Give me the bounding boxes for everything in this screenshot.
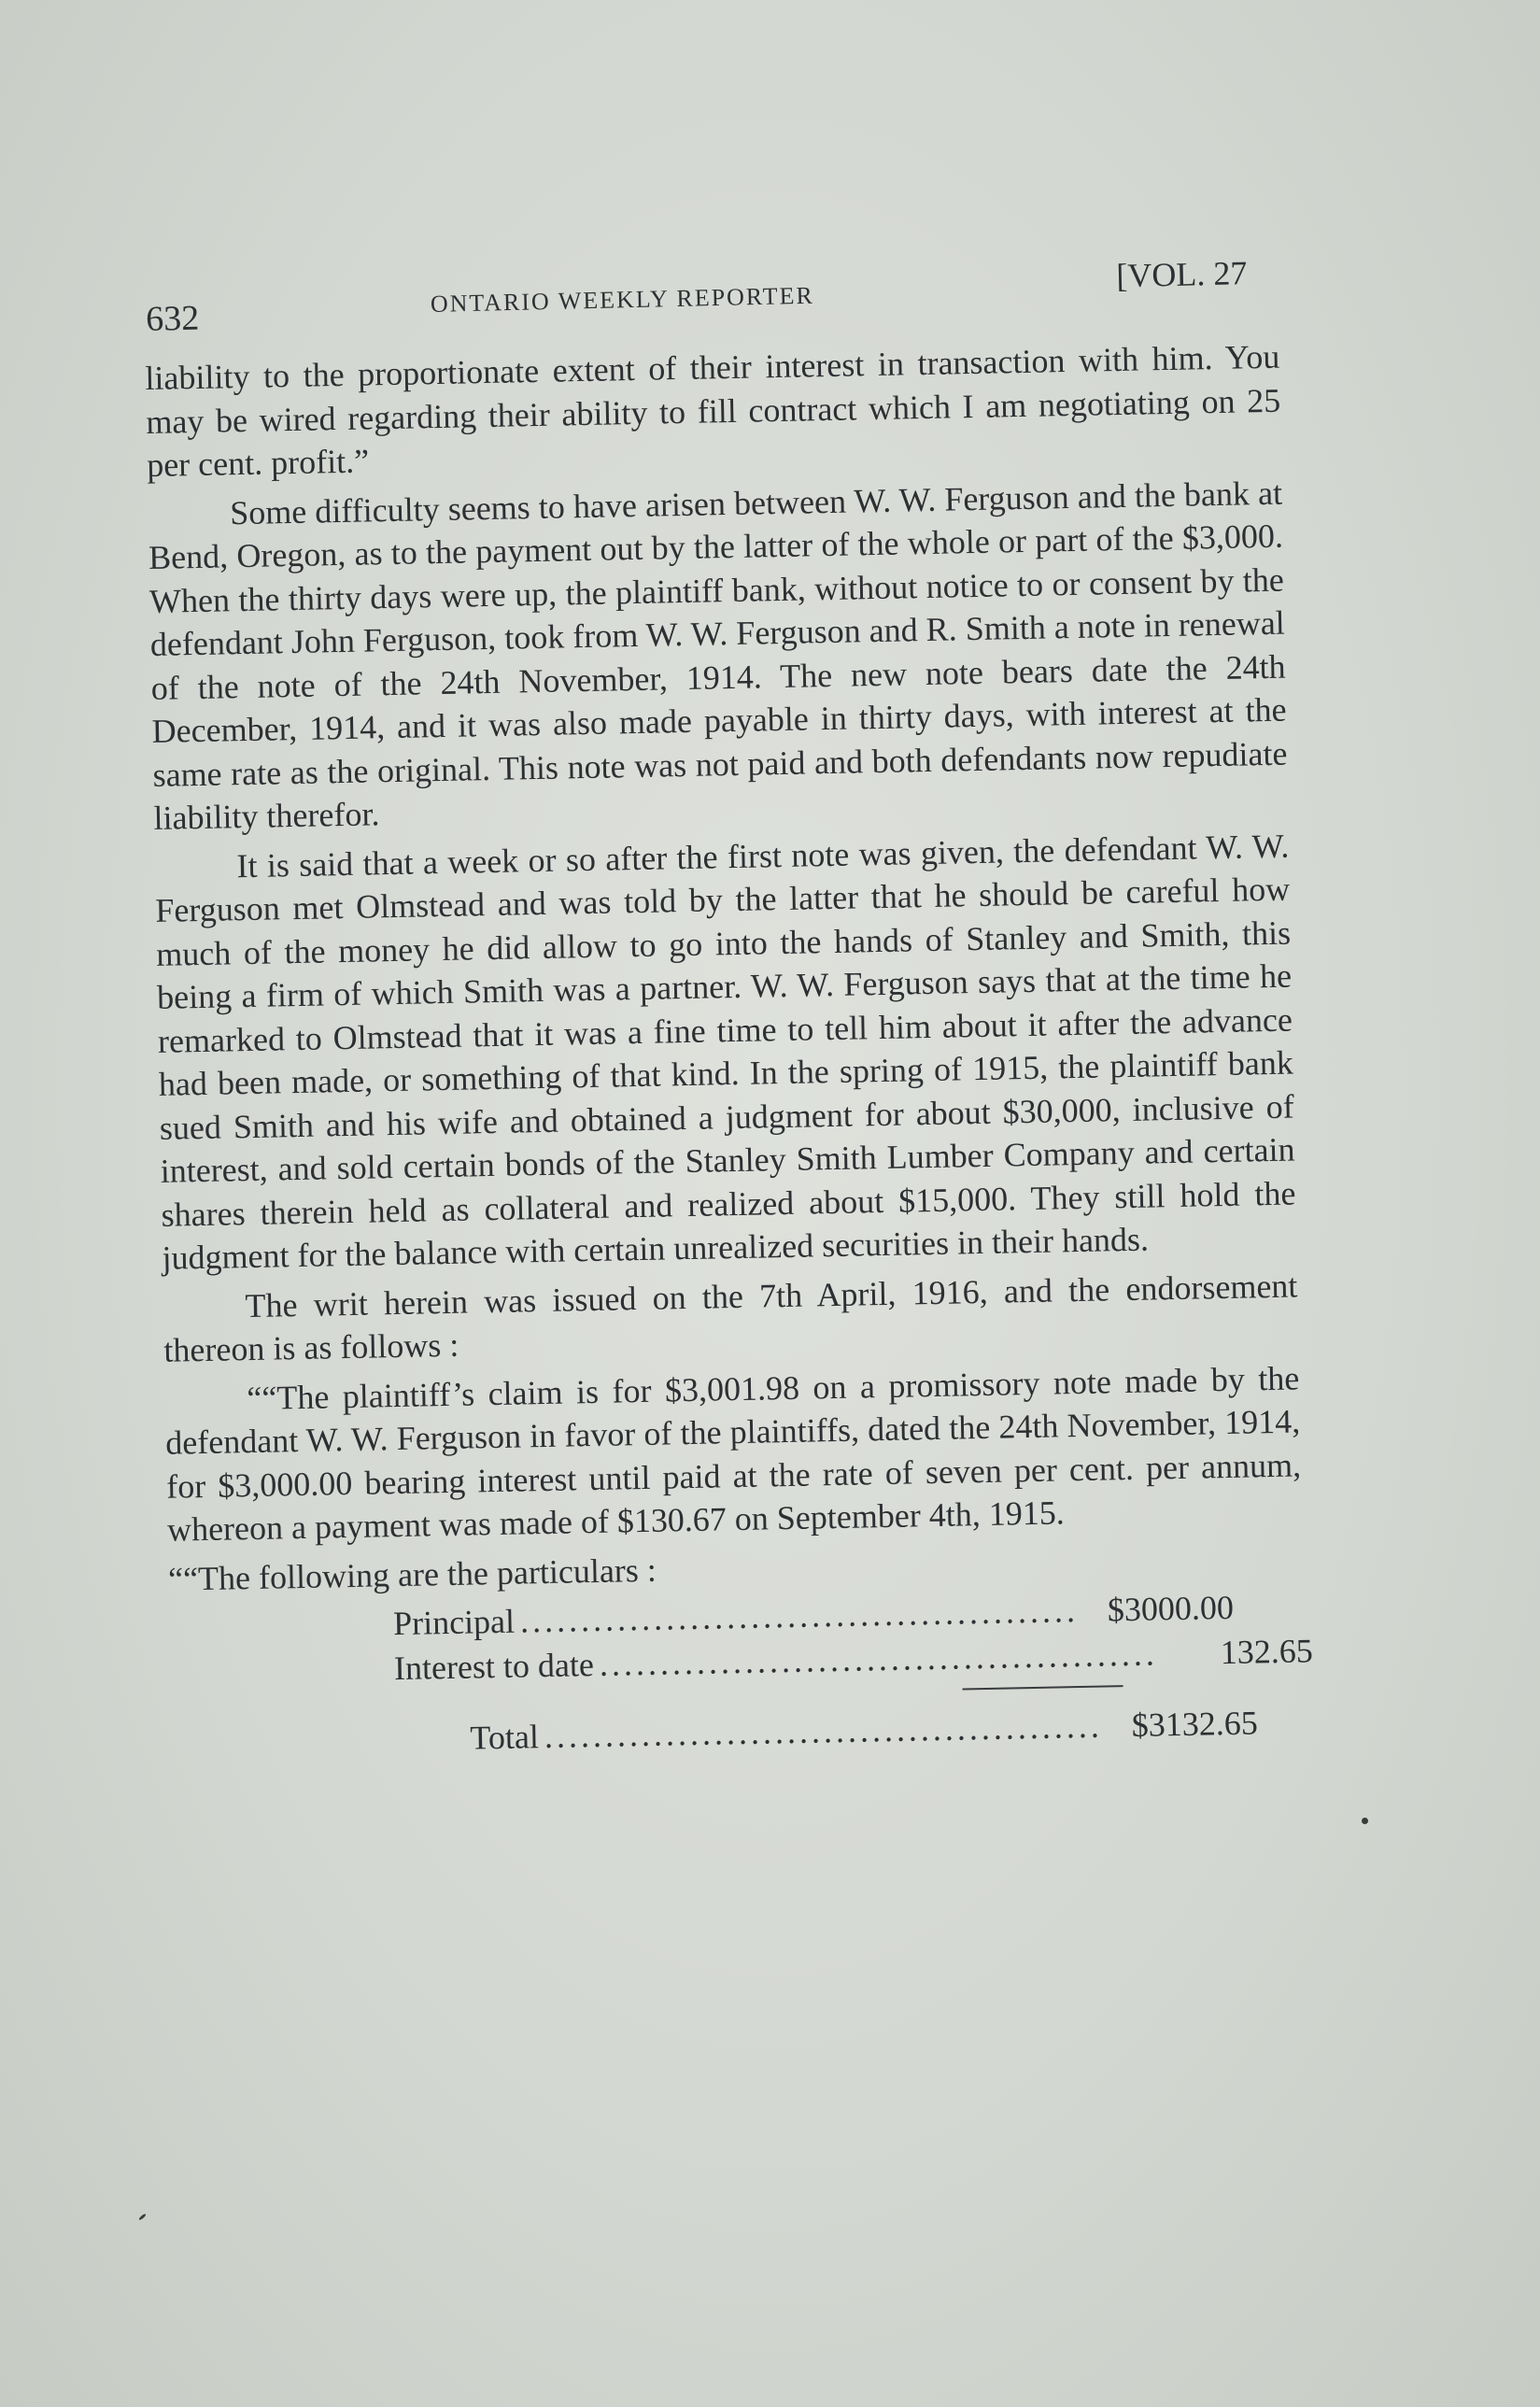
page-header: [140, 246, 1262, 339]
paragraph: liability to the proportionate extent of their interest in transaction with him. You may be wired regarding their ability to fill contract which I am negotiating on 25 per cent. profit.”: [145, 337, 1281, 484]
row-label: Principal: [392, 1602, 516, 1643]
total-label: Total: [470, 1718, 540, 1757]
particulars-intro: ““The following are the particulars :: [167, 1550, 657, 1598]
paragraph: It is said that a week or so after the first note was given, the defendant W. W. Ferguson met Olmstead and was told by the latter that he should be careful how much of the money he did allow to go into the hands of Stanley and Smith, this being a firm of which Smith was a partner. W. W. Ferguson says that at the time he remarked to Olmstead that it was a fine time to tell him about it after the advance had been made, or something of that kind. In the spring of 1915, the plaintiff bank sued Smith and his wife and obtained a judgment for about $30,000, inclusive of interest, and sold certain bonds of the Stanley Smith Lumber Company and certain shares therein held as collateral and realized about $15,000. They still hold the judgment for the balance with certain unrealized securities in their hands.: [155, 827, 1296, 1277]
volume-label: [VOL. 27: [1115, 254, 1248, 295]
row-amount: 132.65: [1220, 1632, 1314, 1672]
ink-speck: [138, 2213, 147, 2220]
dot-leader: ..............................................: [544, 1706, 1104, 1756]
paragraph: The writ herein was issued on the 7th April, 1916, and the endorsement thereon is as follows :: [163, 1266, 1298, 1369]
ink-speck: [1362, 1818, 1368, 1824]
row-amount: $3000.00: [1107, 1588, 1235, 1629]
running-title: ONTARIO WEEKLY REPORTER: [430, 281, 815, 318]
body-text: [145, 335, 1314, 1767]
dot-leader: ..............................................: [519, 1592, 1080, 1640]
dot-leader: ..............................................: [599, 1635, 1159, 1683]
page-number: 632: [145, 298, 200, 339]
sum-rule: [963, 1685, 1123, 1690]
row-label: Interest to date: [393, 1646, 595, 1688]
total-row: [470, 1704, 1259, 1761]
paragraph-quoted-claim: ““The plaintiff’s claim is for $3,001.98 on a promissory note made by the defendant W. W. Ferguson in favor of the plaintiffs, dated the 24th November, 1914, for $3,000.00 bearing interest until paid at the rate of seven per cent. per annum, whereon a payment was made of $130.67 on September 4th, 1915.: [164, 1358, 1302, 1549]
paragraph: Some difficulty seems to have arisen between W. W. Ferguson and the bank at Bend, Oregon, as to the payment out by the latter of the whole or part of the $3,000. When the thirty days were up, the plaintiff bank, without notice to or consent by the defendant John Ferguson, took from W. W. Ferguson and R. Smith a note in renewal of the note of the 24th November, 1914. The new note bears date the 24th December, 1914, and it was also made payable in thirty days, with interest at the same rate as the original. This note was not paid and both defendants now repudiate liability therefor.: [148, 474, 1288, 837]
particulars-table: [392, 1588, 1314, 1763]
total-amount: $3132.65: [1131, 1704, 1259, 1744]
